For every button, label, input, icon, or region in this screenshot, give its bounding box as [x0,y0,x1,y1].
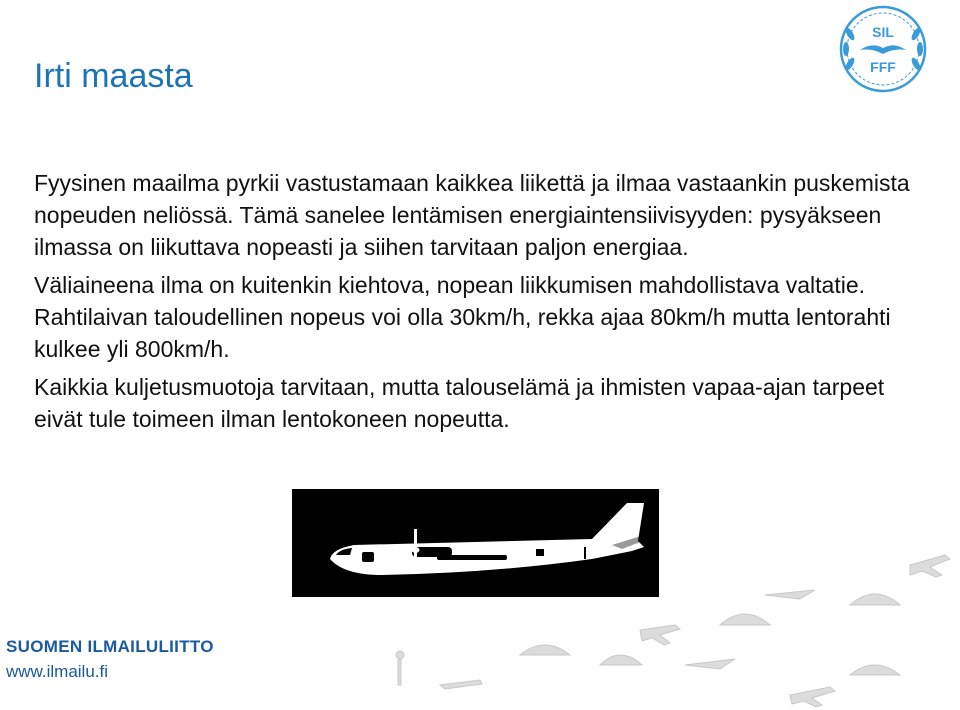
aviation-sports-silhouettes [370,535,960,710]
paragraph-2: Väliaineena ilma on kuitenkin kiehtova, nopean liikkumisen mahdollistava valtatie. Rahtilaivan taloudellinen nopeus voi olla 30km/h, rekka ajaa 80km/h mutta lentorahti kulkee yli 800km/h. [34,272,891,362]
paragraph-3: Kaikkia kuljetusmuotoja tarvitaan, mutta talouselämä ja ihmisten vapaa-ajan tarpeet eivät tule toimeen ilman lentokoneen nopeutta. [34,374,885,432]
slide-title: Irti maasta [34,57,193,95]
footer-url[interactable]: www.ilmailu.fi [6,662,109,681]
footer-organization: SUOMEN ILMAILULIITTO [6,637,214,656]
paragraph-1: Fyysinen maailma pyrkii vastustamaan kaikkea liikettä ja ilmaa vastaankin puskemista nopeuden neliössä. Tämä sanelee lentämisen energiaintensiivisyyden: pysyäkseen ilmassa on liikuttava nopeasti ja siihen tarvitaan paljon energiaa. [34,170,910,260]
sil-fff-logo-icon [838,4,928,94]
svg-text:FFF: FFF [870,59,896,75]
svg-text:SIL: SIL [872,24,894,40]
slide-body [34,167,914,441]
